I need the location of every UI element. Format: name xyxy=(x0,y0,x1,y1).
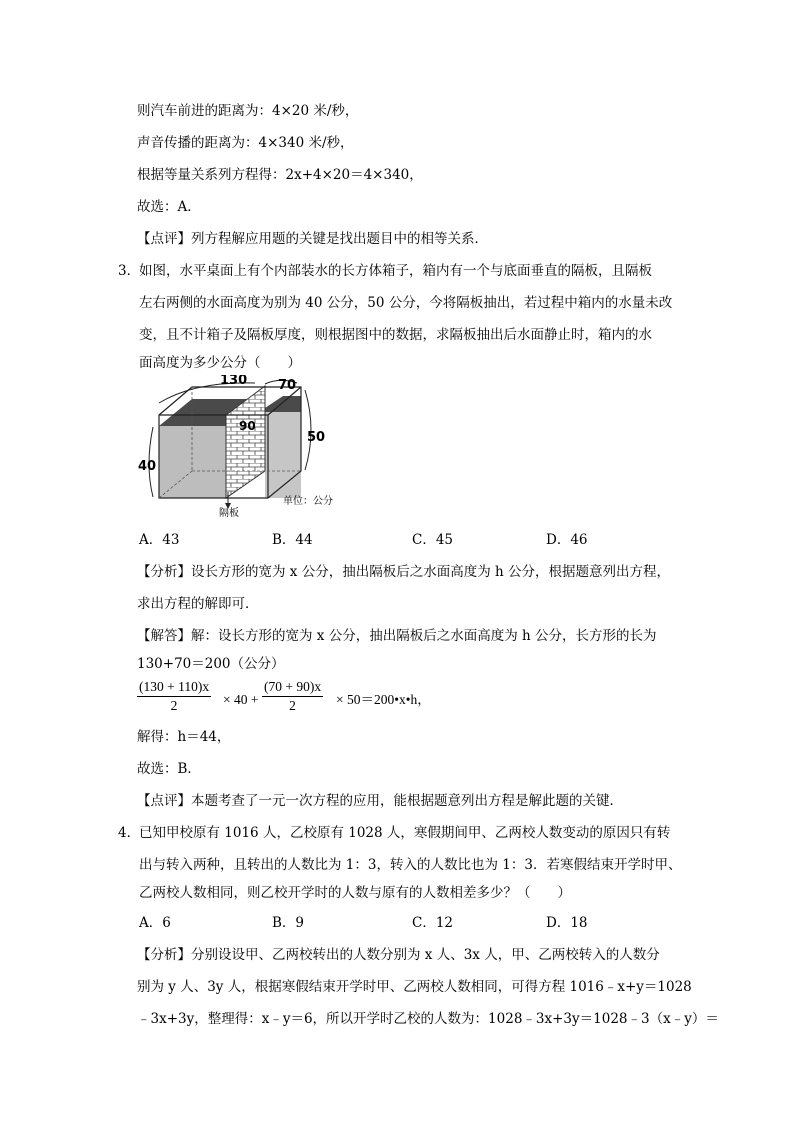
review-line: 【点评】本题考查了一元一次方程的应用，能根据题意列出方程是解此题的关键． xyxy=(137,793,623,809)
question-stem: 变，且不计箱子及隔板厚度，则根据图中的数据，求隔板抽出后水面静止时，箱内的水 xyxy=(139,327,652,343)
text-line: 根据等量关系列方程得：2x+4×20＝4×340， xyxy=(137,167,423,183)
option-a: A．43 xyxy=(139,532,180,548)
figure-label: 单位：公分 xyxy=(283,496,333,507)
solution-line: 解得：h＝44， xyxy=(137,729,231,745)
text-line: 故选：A． xyxy=(137,199,201,215)
fraction-denominator: 2 xyxy=(170,698,178,713)
option-b: B．9 xyxy=(272,915,305,931)
question-stem: 面高度为多少公分（ ） xyxy=(139,355,301,371)
solution-line: 【解答】解：设长方形的宽为 x 公分，抽出隔板后之水面高度为 h 公分，长方形的长为 xyxy=(137,628,657,644)
question-stem: 已知甲校原有 1016 人，乙校原有 1028 人，寒假期间甲、乙两校人数变动的原因只有转 xyxy=(139,825,671,841)
option-a: A．6 xyxy=(139,915,171,931)
fraction-numerator: (130 + 110)x xyxy=(137,678,211,697)
text-line: 则汽车前进的距离为：4×20 米/秒， xyxy=(137,103,359,119)
fraction-denominator: 2 xyxy=(289,698,296,713)
analysis-line: 求出方程的解即可． xyxy=(137,596,259,612)
solution-line: 故选：B． xyxy=(137,761,201,777)
question-stem: 如图，水平桌面上有个内部装水的长方体箱子，箱内有一个与底面垂直的隔板，且隔板 xyxy=(139,263,652,279)
question-stem: 出与转入两种，且转出的人数比为 1：3，转入的人数比也为 1：3．若寒假结束开学时甲、 xyxy=(139,857,682,873)
analysis-line: 别为 y 人、3y 人，根据寒假结束开学时甲、乙两校人数相同，可得方程 1016﹣x+y＝1028 xyxy=(137,979,692,995)
option-c: C．45 xyxy=(412,532,454,548)
analysis-line: 【分析】设长方形的宽为 x 公分，抽出隔板后之水面高度为 h 公分，根据题意列出方程， xyxy=(137,564,670,580)
figure-label: 70 xyxy=(278,378,297,393)
equation-part: × 50＝200•x•h， xyxy=(336,692,431,707)
text-line: 声音传播的距离为：4×340 米/秒， xyxy=(137,135,354,151)
figure-label: 40 xyxy=(138,459,157,474)
question-stem: 左右两侧的水面高度为别为 40 公分，50 公分，今将隔板抽出，若过程中箱内的水量未改 xyxy=(139,295,673,311)
question-number: 4． xyxy=(118,825,141,841)
fraction xyxy=(137,678,211,715)
option-c: C．12 xyxy=(412,915,454,931)
figure-label: 130 xyxy=(220,375,248,388)
figure-label: 90 xyxy=(239,419,256,433)
question-number: 3． xyxy=(118,263,141,279)
analysis-line: ﹣3x+3y，整理得：x﹣y＝6，所以开学时乙校的人数为：1028﹣3x+3y＝1028﹣3（x﹣y）＝ xyxy=(137,1011,719,1027)
solution-line: 130+70＝200（公分） xyxy=(137,656,285,672)
box-figure xyxy=(135,375,375,520)
option-d: D．18 xyxy=(546,915,588,931)
question-stem: 乙两校人数相同，则乙校开学时的人数与原有的人数相差多少？（ ） xyxy=(139,885,571,901)
fraction-numerator: (70 + 90)x xyxy=(262,678,323,697)
equation-part: × 40 + xyxy=(223,692,259,707)
review-line: 【点评】列方程解应用题的关键是找出题目中的相等关系． xyxy=(137,231,488,247)
option-d: D．46 xyxy=(546,532,588,548)
figure-label: 50 xyxy=(307,430,326,445)
analysis-line: 【分析】分别设设甲、乙两校转出的人数分别为 x 人、3x 人，甲、乙两校转入的人数分 xyxy=(137,947,660,963)
option-b: B．44 xyxy=(272,532,313,548)
fraction xyxy=(262,678,323,715)
figure-label: 隔板 xyxy=(219,508,239,519)
